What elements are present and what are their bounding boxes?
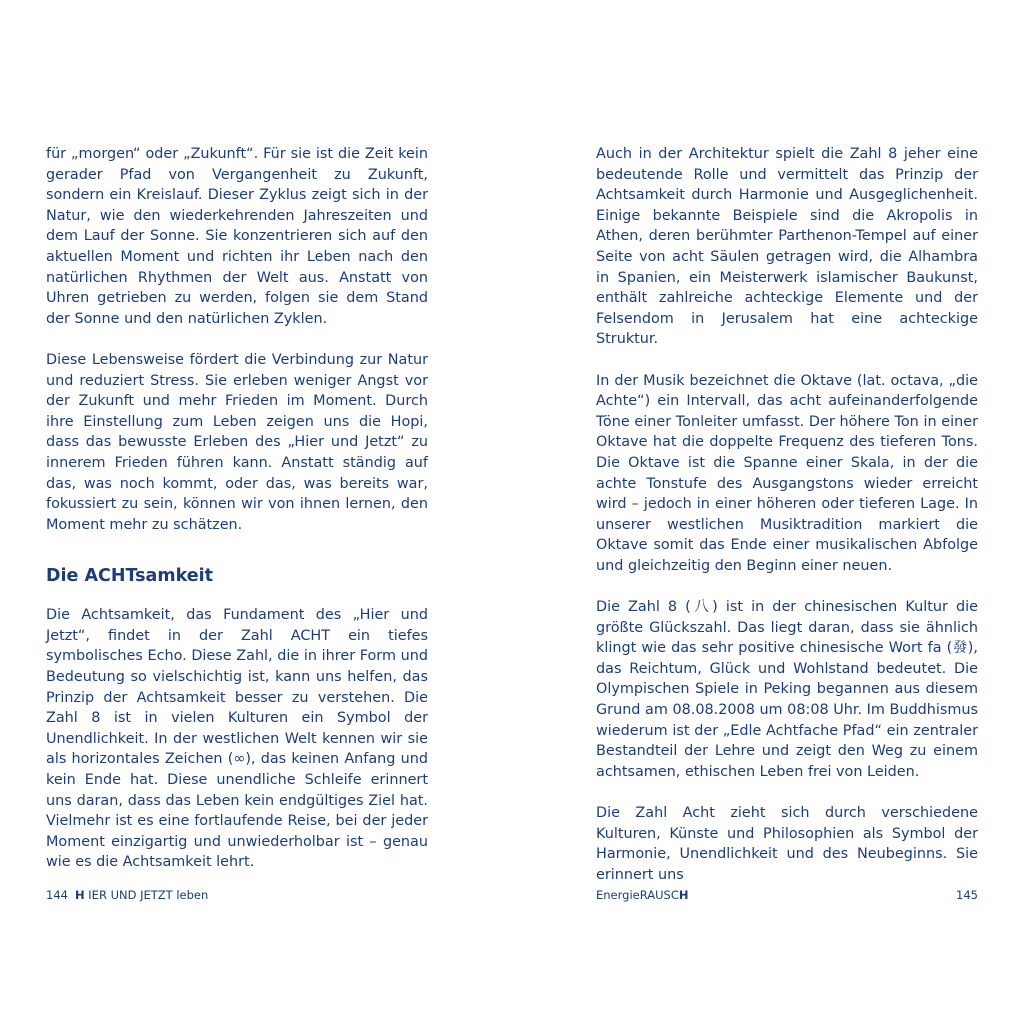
- left-text-column: [46, 144, 428, 873]
- right-running-title-text: EnergieRAUSC: [596, 888, 679, 902]
- section-heading: Die ACHTsamkeit: [46, 566, 213, 587]
- left-running-title: [75, 887, 208, 903]
- left-page-number: 144: [46, 888, 68, 902]
- right-paragraph-1: Auch in der Architektur spielt die Zahl 8 jeher eine bedeutende Rolle und vermittelt das Prinzip der Achtsamkeit durch Harmonie und Ausgeglichenheit. Einige bekannte Beispiele sind die Akropolis in Athen, deren berühmter Parthenon-Tempel auf einer Seite von acht Säulen getragen wird, die Alhambra in Spanien, ein Meisterwerk islamischer Baukunst, enthält zahlreiche achteckige Elemente und der Felsendom in Jerusalem hat eine achteckige Struktur.: [596, 146, 978, 348]
- left-running-title-initial: H: [75, 888, 85, 902]
- right-running-title-final: H: [678, 888, 689, 902]
- left-paragraph-2: Diese Lebensweise fördert die Verbindung zur Natur und reduziert Stress. Sie erleben weniger Angst vor der Zukunft und mehr Frieden im Moment. Durch ihre Einstellung zum Leben zeigen uns die Hopi, dass das bewusste Erleben des „Hier und Jetzt“ zu innerem Frieden führen kann. Anstatt ständig auf das, was noch kommt, oder das, was bereits war, fokussiert zu sein, können wir von ihnen lernen, den Moment mehr zu schätzen.: [46, 351, 428, 533]
- right-page: [512, 0, 1024, 1024]
- left-paragraph-1: für „morgen“ oder „Zukunft“. Für sie ist die Zeit kein gerader Pfad von Vergangenheit zu Zukunft, sondern ein Kreislauf. Dieser Zyklus zeigt sich in der Natur, wie den wiederkehrenden Jahreszeiten und dem Lauf der Sonne. Sie konzentrieren sich auf den aktuellen Moment und richten ihr Leben nach den natürlichen Rhythmen der Welt aus. Anstatt von Uhren getrieben zu werden, folgen sie dem Stand der Sonne und den natürlichen Zyklen.: [46, 146, 428, 327]
- right-paragraph-3: Die Zahl 8 (八) ist in der chinesischen Kultur die größte Glückszahl. Das liegt daran, dass sie ähnlich klingt wie das sehr positive chinesische Wort fa (發), das Reichtum, Glück und Wohlstand bedeutet. Die Olympischen Spiele in Peking begannen aus diesem Grund am 08.08.2008 um 08:08 Uhr. Im Buddhismus wiederum ist der „Edle Achtfache Pfad“ ein zentraler Bestandteil der Lehre und zeigt den Weg zu einem achtsamen, ethischen Leben frei von Leiden.: [596, 599, 978, 780]
- right-text-column: [596, 144, 978, 885]
- left-paragraph-3: Die Achtsamkeit, das Fundament des „Hier und Jetzt“, findet in der Zahl ACHT ein tiefes symbolisches Echo. Diese Zahl, die in ihrer Form und Bedeutung so vielschichtig ist, kann uns helfen, das Prinzip der Achtsamkeit besser zu verstehen. Die Zahl 8 ist in vielen Kulturen ein Symbol der Unendlichkeit. In der westlichen Welt kennen wir sie als horizontales Zeichen (∞), das keinen Anfang und kein Ende hat. Diese unendliche Schleife erinnert uns daran, dass das Leben kein endgültiges Ziel hat. Vielmehr ist es eine fortlaufende Reise, bei der jeder Moment einzigartig und unwiederholbar ist – genau wie es die Achtsamkeit lehrt.: [46, 607, 428, 871]
- right-paragraph-4: Die Zahl Acht zieht sich durch verschiedene Kulturen, Künste und Philosophien als Symbol der Harmonie, Unendlichkeit und des Neubeginns. Sie erinnert uns: [596, 805, 978, 883]
- right-page-number: 145: [956, 888, 978, 902]
- right-running-title: [596, 887, 689, 903]
- left-running-title-text: IER UND JETZT leben: [88, 888, 209, 902]
- right-paragraph-2: In der Musik bezeichnet die Oktave (lat. octava, „die Achte“) ein Intervall, das acht aufeinanderfolgende Töne einer Tonleiter umfasst. Der höhere Ton in einer Oktave hat die doppelte Frequenz des tieferen Tons. Die Oktave ist die Spanne einer Skala, in der die achte Tonstufe des Ausgangstons wieder erreicht wird – jedoch in einer höheren oder tieferen Lage. In unserer westlichen Musiktradition markiert die Oktave somit das Ende einer musikalischen Abfolge und gleichzeitig den Beginn einer neuen.: [596, 372, 978, 574]
